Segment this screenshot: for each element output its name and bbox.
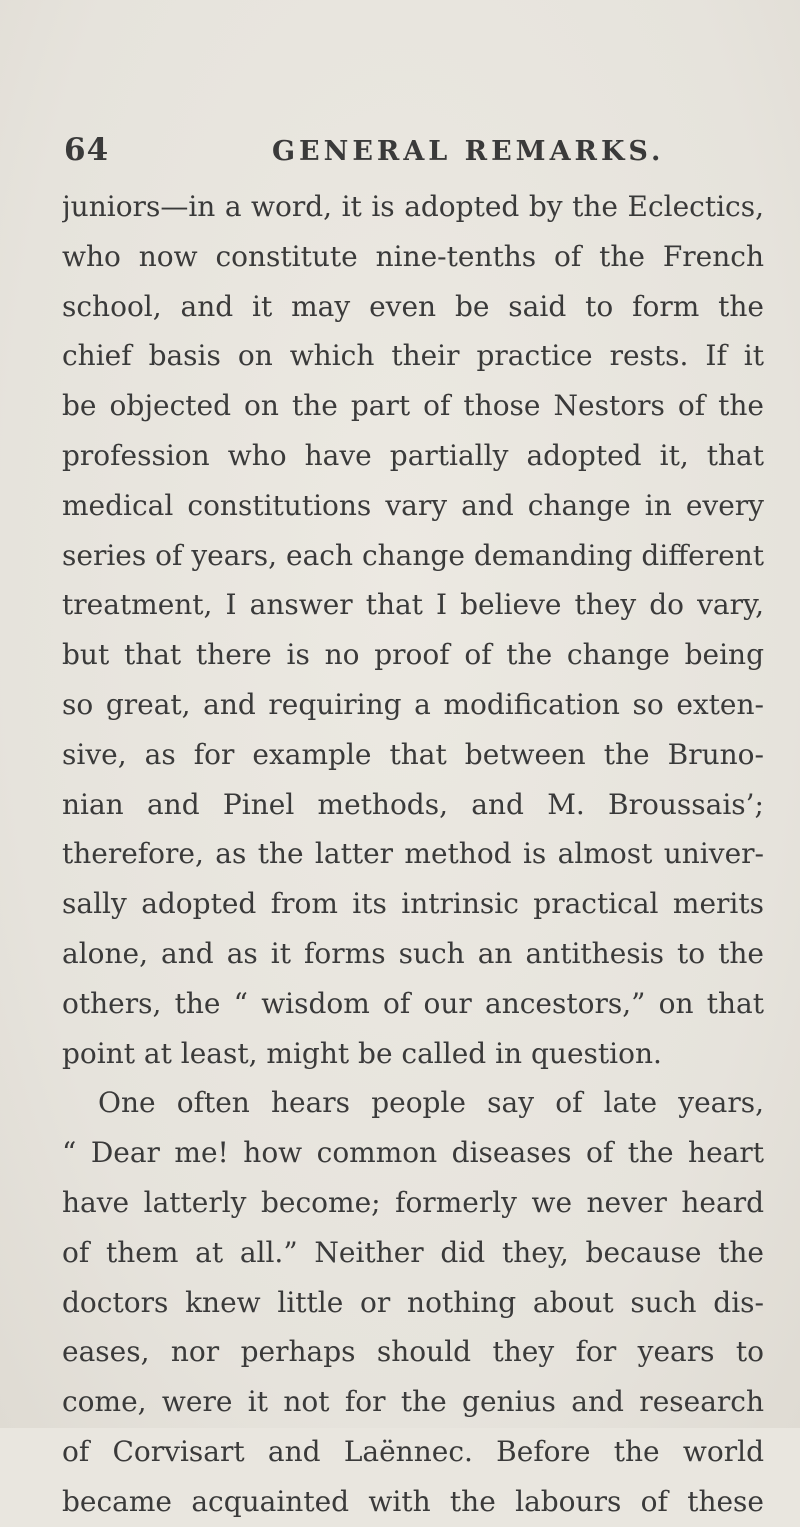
text-line: juniors—in a word, it is adopted by the Eclectics,: [62, 190, 764, 223]
text-line: point at least, might be called in question.: [62, 1036, 662, 1070]
text-line: school, and it may even be said to form the: [62, 289, 764, 323]
text-line: come, were it not for the genius and research: [62, 1385, 764, 1419]
text-line: but that there is no proof of the change being: [62, 638, 764, 672]
text-line: alone, and as it forms such an antithesis to the: [62, 936, 764, 970]
text-line: sally adopted from its intrinsic practical merits: [62, 887, 764, 921]
text-line: of them at all.” Neither did they, because the: [62, 1235, 764, 1269]
text-line: treatment, I answer that I believe they do vary,: [62, 588, 764, 622]
text-line: have latterly become; formerly we never heard: [62, 1185, 764, 1219]
text-line: One often hears people say of late years,: [98, 1086, 764, 1120]
text-line: medical constitutions vary and change in every: [62, 488, 764, 522]
text-line: sive, as for example that between the Bruno-: [62, 737, 764, 771]
text-line: became acquainted with the labours of these: [62, 1484, 764, 1518]
text-line: profession who have partially adopted it, that: [62, 438, 764, 472]
text-line: chief basis on which their practice rests. If it: [62, 339, 764, 373]
page-number: 64: [64, 132, 110, 168]
text-line: be objected on the part of those Nestors of the: [62, 389, 764, 423]
body-text: [62, 182, 764, 1527]
text-line: “ Dear me! how common diseases of the heart: [62, 1136, 764, 1170]
text-line: who now constitute nine-tenths of the French: [62, 239, 764, 273]
text-line: series of years, each change demanding different: [62, 538, 764, 572]
text-line: eases, nor perhaps should they for years to: [62, 1335, 764, 1369]
running-head: [62, 132, 762, 178]
text-line: nian and Pinel methods, and M. Broussais’;: [62, 787, 764, 821]
running-title: GENERAL REMARKS.: [272, 136, 665, 167]
text-line: of Corvisart and Laënnec. Before the world: [62, 1434, 764, 1468]
text-line: therefore, as the latter method is almost univer-: [62, 837, 764, 871]
text-line: doctors knew little or nothing about such dis-: [62, 1285, 764, 1319]
text-line: so great, and requiring a modification so exten-: [62, 687, 764, 721]
text-line: others, the “ wisdom of our ancestors,” on that: [62, 986, 764, 1020]
